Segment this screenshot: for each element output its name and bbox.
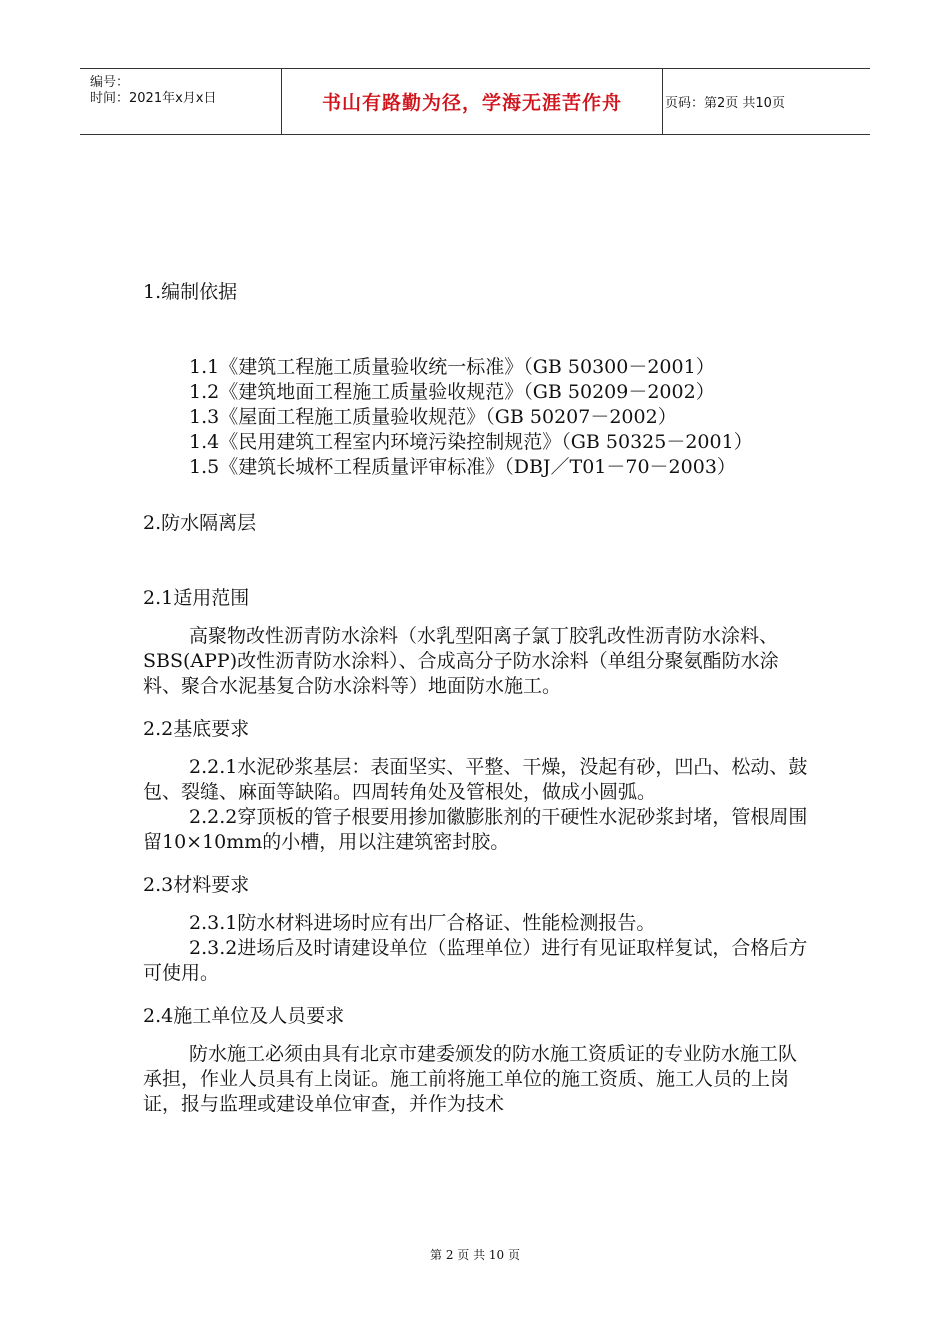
reference-item: 1.5《建筑长城杯工程质量评审标准》（DBJ／T01－70－2003） xyxy=(189,456,736,478)
document-body xyxy=(143,280,808,1117)
header-page-cell xyxy=(663,69,870,134)
header-motto-cell xyxy=(281,69,663,134)
reference-item: 1.1《建筑工程施工质量验收统一标准》（GB 50300－2001） xyxy=(189,356,715,378)
section-2-title: 2.防水隔离层 xyxy=(143,512,257,534)
section-2-3-title: 2.3材料要求 xyxy=(143,874,250,896)
reference-item: 1.4《民用建筑工程室内环境污染控制规范》（GB 50325－2001） xyxy=(189,431,753,453)
section-2-2-title: 2.2基底要求 xyxy=(143,718,250,740)
header-page-number: 页码：第2页 共10页 xyxy=(665,96,785,111)
section-2-4-body: 防水施工必须由具有北京市建委颁发的防水施工资质证的专业防水施工队承担，作业人员具有上岗证。施工前将施工单位的施工资质、施工人员的上岗证，报与监理或建设单位审查，并作为技术 xyxy=(143,1043,798,1115)
section-2-1-body: 高聚物改性沥青防水涂料（水乳型阳离子氯丁胶乳改性沥青防水涂料、SBS(APP)改性沥青防水涂料）、合成高分子防水涂料（单组分聚氨酯防水涂料、聚合水泥基复合防水涂料等）地面防水施工。 xyxy=(143,625,779,697)
section-2-2-2: 2.2.2穿顶板的管子根要用掺加徽膨胀剂的干硬性水泥砂浆封堵，管根周围留10×10mm的小槽，用以注建筑密封胶。 xyxy=(143,806,808,853)
section-2-2-1: 2.2.1水泥砂浆基层：表面坚实、平整、干燥，没起有砂，凹凸、松动、鼓包、裂缝、麻面等缺陷。四周转角处及管根处，做成小圆弧。 xyxy=(143,756,808,803)
section-1-title: 1.编制依据 xyxy=(143,281,238,303)
reference-item: 1.2《建筑地面工程施工质量验收规范》（GB 50209－2002） xyxy=(189,381,715,403)
page-footer: 第 2 页 共 10 页 xyxy=(430,1248,520,1262)
section-2-3-2: 2.3.2进场后及时请建设单位（监理单位）进行有见证取样复试，合格后方可使用。 xyxy=(143,937,808,984)
header-motto: 书山有路勤为径，学海无涯苦作舟 xyxy=(321,92,622,114)
header-meta xyxy=(80,69,281,134)
section-2-1-title: 2.1适用范围 xyxy=(143,587,250,609)
reference-item: 1.3《屋面工程施工质量验收规范》（GB 50207－2002） xyxy=(189,406,677,428)
section-2-4-title: 2.4施工单位及人员要求 xyxy=(143,1005,345,1027)
document-number-label: 编号： xyxy=(90,75,130,90)
document-time-label: 时间：2021年x月x日 xyxy=(90,91,217,106)
section-2-3-1: 2.3.1防水材料进场时应有出厂合格证、性能检测报告。 xyxy=(189,912,656,934)
page-header xyxy=(80,68,870,135)
